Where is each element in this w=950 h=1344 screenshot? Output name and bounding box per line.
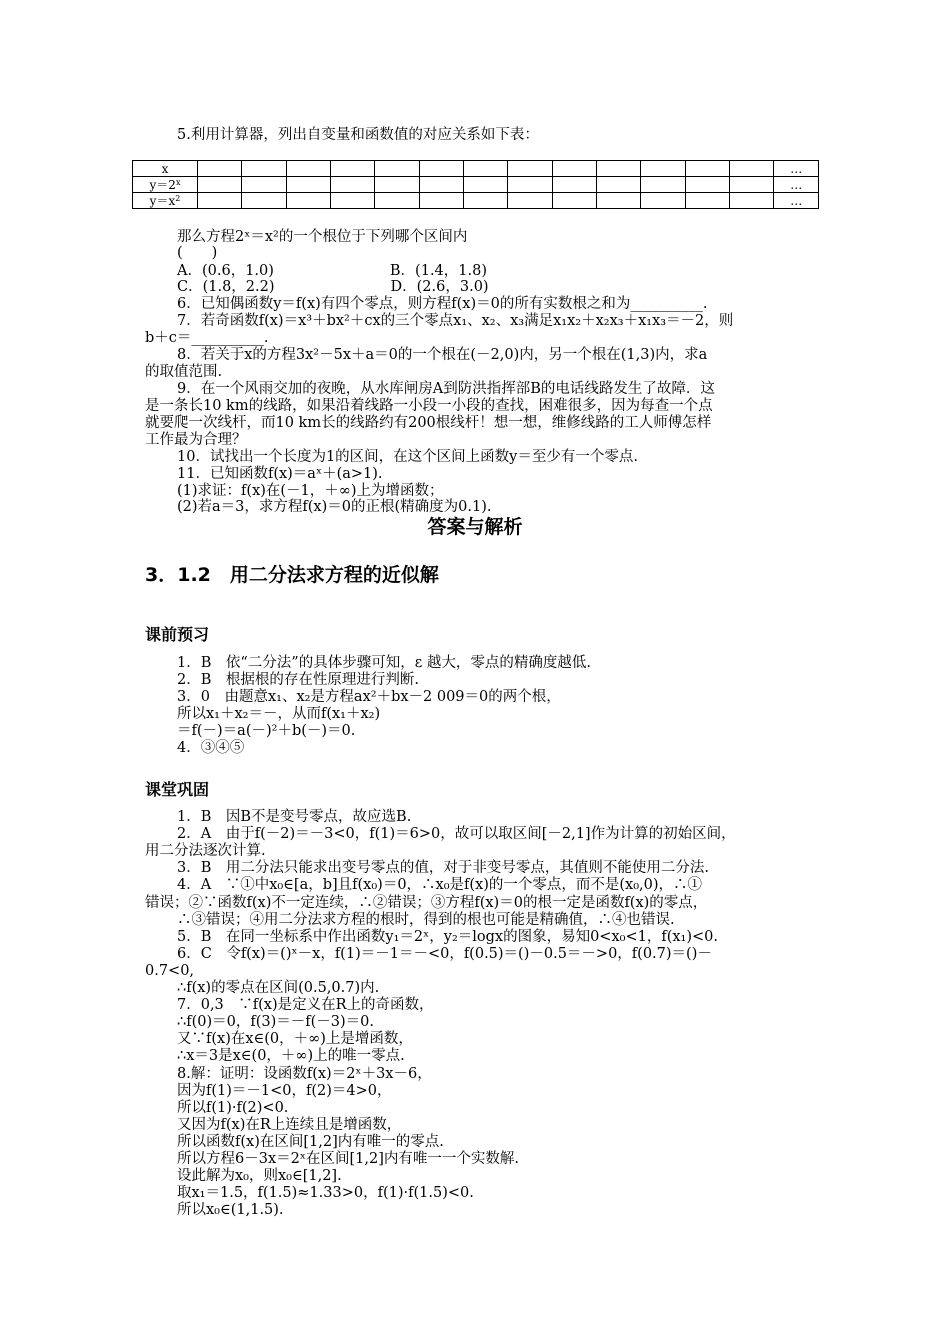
answer-line: 3．B 用二分法只能求出变号零点的值，对于非变号零点，其值则不能使用二分法.	[177, 860, 709, 877]
table-cell	[242, 161, 286, 177]
table-cell	[331, 161, 375, 177]
table-row	[133, 193, 819, 209]
answer-line: 8.解：证明：设函数f(x)＝2ˣ＋3x－6，	[177, 1065, 432, 1082]
table-cell	[375, 177, 419, 193]
answer-line: ∴③错误；④用二分法求方程的根时，得到的根也可能是精确值，∴④也错误.	[177, 911, 675, 928]
table-cell	[242, 193, 286, 209]
answer-line: 所以方程6－3x＝2ˣ在区间[1,2]内有唯一一个实数解.	[177, 1151, 519, 1167]
table-cell	[464, 161, 508, 177]
table-cell	[419, 177, 463, 193]
answer-line: 又因为f(x)在R上连续且是增函数，	[177, 1116, 402, 1133]
answer-line: 所以函数f(x)在区间[1,2]内有唯一的零点.	[177, 1133, 444, 1150]
table-cell	[641, 161, 685, 177]
preview-heading: 课前预习	[145, 625, 210, 644]
q9-line1: 9．在一个风雨交加的夜晚，从水库闸房A到防洪指挥部B的电话线路发生了故障．这	[177, 381, 715, 397]
table-cell	[464, 177, 508, 193]
answer-line: 所以x₀∈(1,1.5).	[177, 1202, 284, 1219]
table-cell	[597, 161, 641, 177]
table-cell	[419, 161, 463, 177]
table-cell	[552, 193, 596, 209]
answer-line: 3．0 由题意x₁、x₂是方程ax²＋bx－2 009＝0的两个根，	[177, 689, 561, 705]
table-cell	[286, 161, 330, 177]
answer-line: 错误；②∵函数f(x)不一定连续，∴②错误；③方程f(x)＝0的根一定是函数f(x)的零点，	[145, 894, 708, 911]
q9-line2: 是一条长10 km的线路，如果沿着线路一小段一小段的查找，困难很多，因为每查一个点	[145, 398, 713, 414]
answer-line: 2．B 根据根的存在性原理进行判断.	[177, 672, 419, 688]
answer-line: 6．C 令f(x)＝()ˣ－x，f(1)＝－1＝－<0，f(0.5)＝()－0.5＝－>0，f(0.7)＝()－	[177, 945, 712, 962]
q5-options-cd: C．(1.8，2.2) D．(2.6，3.0)	[177, 279, 489, 295]
table-cell	[685, 193, 729, 209]
answer-line: 用二分法逐次计算.	[145, 843, 266, 860]
table-row	[133, 177, 819, 193]
answer-line: 4．A ∵①中x₀∈[a，b]且f(x₀)＝0，∴x₀是f(x)的一个零点，而不是(x₀,0)，∴①	[177, 877, 703, 894]
table-cell	[242, 177, 286, 193]
table-cell	[331, 193, 375, 209]
table-cell	[419, 193, 463, 209]
table-cell	[552, 177, 596, 193]
answer-line: 又∵f(x)在x∈(0，＋∞)上是增函数，	[177, 1031, 413, 1048]
table-cell	[552, 161, 596, 177]
table-cell	[508, 177, 552, 193]
q9-line3: 就要爬一次线杆，而10 km长的线路约有200根线杆！想一想，维修线路的工人师傅怎样	[145, 415, 712, 431]
consolidate-heading: 课堂巩固	[145, 780, 210, 799]
answer-line: ＝f(－)＝a(－)²＋b(－)＝0.	[177, 723, 356, 739]
table-cell	[730, 193, 774, 209]
q11: 11．已知函数f(x)＝aˣ＋(a>1).	[177, 466, 383, 482]
q11-part1: (1)求证：f(x)在(－1，＋∞)上为增函数；	[177, 483, 444, 499]
table-cell: …	[774, 193, 819, 209]
answer-line: 0.7<0,	[145, 962, 195, 979]
answer-line: 取x₁＝1.5，f(1.5)≈1.33>0，f(1)·f(1.5)<0.	[177, 1185, 474, 1202]
table-cell	[375, 161, 419, 177]
answer-line: ∴x＝3是x∈(0，＋∞)上的唯一零点.	[177, 1048, 405, 1065]
q7-line2: b＋c＝__________.	[145, 330, 269, 346]
table-cell	[597, 193, 641, 209]
table-cell	[198, 161, 242, 177]
table-cell	[464, 193, 508, 209]
table-row-label: $y=x^2$	[133, 193, 198, 209]
answer-line: 所以x₁＋x₂＝－，从而f(x₁＋x₂)	[177, 706, 381, 722]
q8-line2: 的取值范围.	[145, 364, 223, 380]
answers-title: 答案与解析	[427, 516, 523, 538]
answer-line: 因为f(1)＝－1<0，f(2)＝4>0，	[177, 1082, 392, 1099]
answer-line: 2．A 由于f(－2)＝－3<0，f(1)＝6>0，故可以取区间[－2,1]作为计算的初始区间，	[177, 826, 736, 843]
table-cell: …	[774, 161, 819, 177]
table-cell	[508, 193, 552, 209]
table-cell	[286, 177, 330, 193]
answer-line: 1．B 依“二分法”的具体步骤可知，ε 越大，零点的精确度越低.	[177, 655, 591, 671]
table-cell	[641, 193, 685, 209]
table-cell	[331, 177, 375, 193]
value-table	[132, 160, 819, 209]
table-row-label: x	[133, 161, 198, 177]
q5-intro: 5.利用计算器，列出自变量和函数值的对应关系如下表：	[177, 127, 539, 143]
answer-line: 5．B 在同一坐标系中作出函数y₁＝2ˣ，y₂＝logx的图象，易知0<x₀<1，f(x₁)<0.	[177, 928, 718, 945]
q11-part2: (2)若a＝3，求方程f(x)＝0的正根(精确度为0.1).	[177, 499, 492, 515]
q5-paren: ( )	[177, 245, 218, 261]
table-cell	[198, 177, 242, 193]
answer-line: 设此解为x₀，则x₀∈[1,2].	[177, 1168, 342, 1185]
answer-line: ∴f(0)＝0，f(3)＝－f(－3)＝0.	[177, 1014, 375, 1031]
table-cell	[597, 177, 641, 193]
answer-line: 7．0,3 ∵f(x)是定义在R上的奇函数，	[177, 997, 434, 1014]
table-cell	[286, 193, 330, 209]
answer-line: 4．③④⑤	[177, 740, 245, 756]
q5-options-ab: A．(0.6，1.0) B．(1.4，1.8)	[177, 263, 487, 279]
table-cell	[730, 177, 774, 193]
table-cell: …	[774, 177, 819, 193]
table-cell	[375, 193, 419, 209]
table-row-label: $y=2^x$	[133, 177, 198, 193]
table-cell	[730, 161, 774, 177]
answer-line: 所以f(1)·f(2)<0.	[177, 1099, 289, 1116]
table-cell	[508, 161, 552, 177]
table-cell	[641, 177, 685, 193]
q5-stem: 那么方程2ˣ＝x²的一个根位于下列哪个区间内	[177, 229, 468, 245]
answer-line: ∴f(x)的零点在区间(0.5,0.7)内.	[177, 980, 380, 996]
table-cell	[198, 193, 242, 209]
q10: 10．试找出一个长度为1的区间，在这个区间上函数y＝至少有一个零点.	[177, 449, 638, 465]
answer-line: 1．B 因B不是变号零点，故应选B.	[177, 809, 412, 825]
q8-line1: 8．若关于x的方程3x²－5x＋a＝0的一个根在(－2,0)内，另一个根在(1,3)内，求a	[177, 347, 708, 363]
section-title: 3．1.2 用二分法求方程的近似解	[145, 564, 439, 586]
q7-line1: 7．若奇函数f(x)＝x³＋bx²＋cx的三个零点x₁、x₂、x₃满足x₁x₂＋x₂x₃＋x₁x₃＝－2，则	[177, 313, 734, 329]
q6: 6．已知偶函数y＝f(x)有四个零点，则方程f(x)＝0的所有实数根之和为__________.	[177, 296, 708, 312]
table-cell	[685, 177, 729, 193]
table-row	[133, 161, 819, 177]
table-cell	[685, 161, 729, 177]
q9-line4: 工作最为合理？	[145, 432, 247, 448]
